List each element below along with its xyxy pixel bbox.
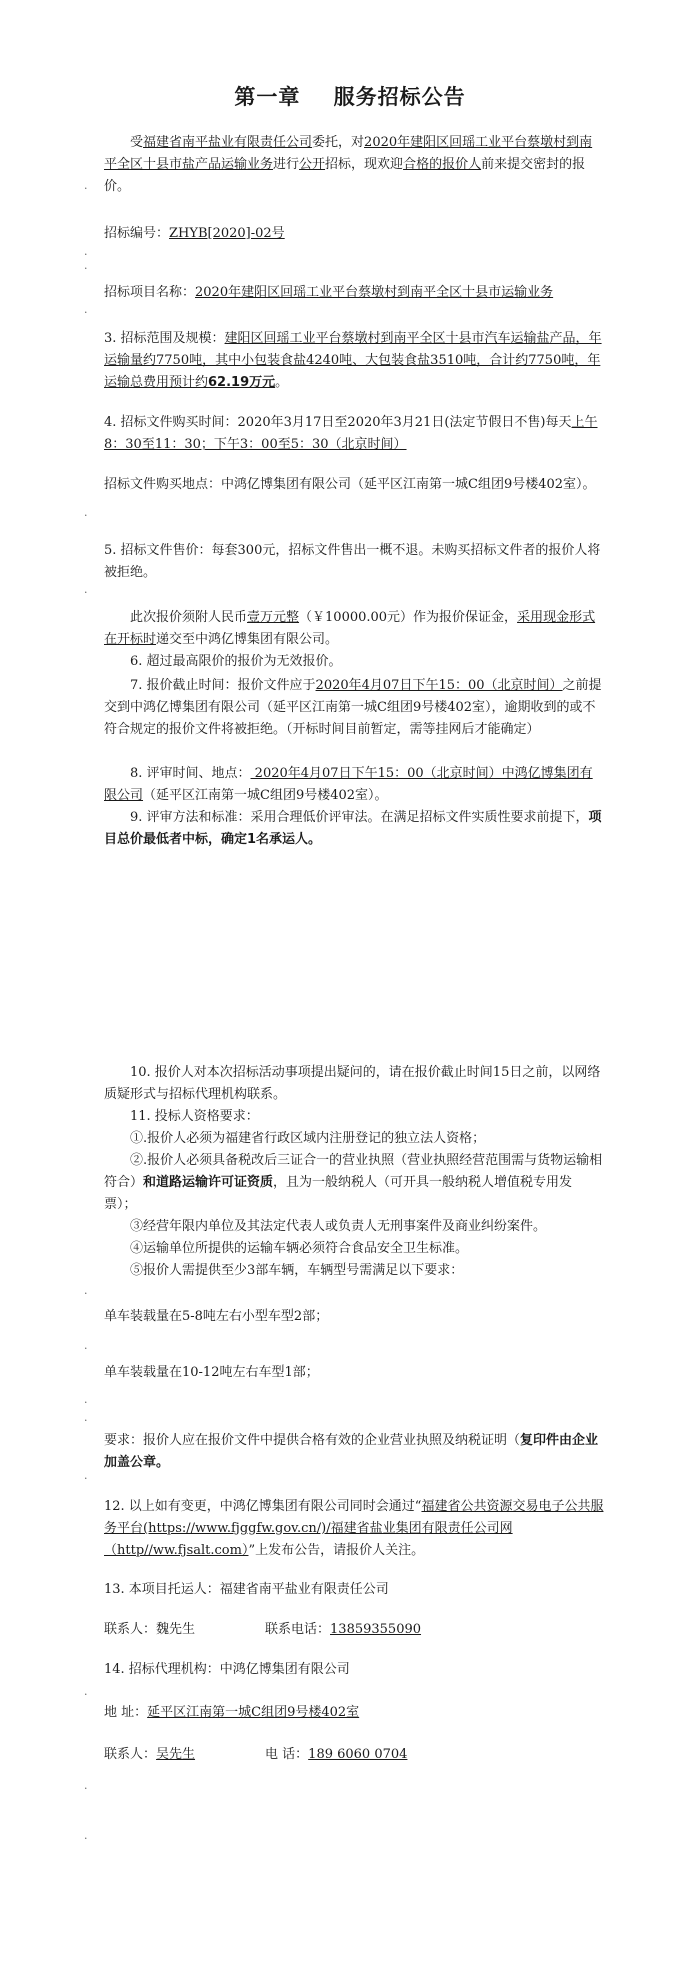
item-8-text: 8. 评审时间、地点： (130, 766, 251, 781)
margin-mark: · (84, 1342, 88, 1355)
requirement-4: ④运输单位所提供的运输车辆必须符合食品安全卫生标准。 (130, 1241, 469, 1256)
tender-method: 公开 (299, 157, 326, 172)
margin-mark: · (84, 182, 88, 195)
item-4-purchase-time (104, 412, 604, 456)
client-name: 福建省南平盐业有限责任公司 (143, 135, 313, 150)
qualified-bidder: 合格的报价人 (403, 157, 482, 172)
deadline-time: 2020年4月07日下午15：00（北京时间） (315, 678, 563, 693)
shipper-contact (104, 1619, 604, 1641)
requirement-3: ③经营年限内单位及其法定代表人或负责人无刑事案件及商业纠纷案件。 (130, 1219, 547, 1234)
deposit-amount: 壹万元整 (247, 610, 300, 625)
item-3-end: 。 (275, 375, 289, 390)
margin-mark: · (84, 306, 88, 319)
deposit-text: （￥10000.00元）作为报价保证金， (299, 610, 518, 625)
margin-mark: · (84, 1396, 88, 1409)
margin-mark: · (84, 1472, 88, 1485)
item-12-notice (104, 1496, 604, 1562)
margin-mark: · (84, 1832, 88, 1845)
item-3-label: 3. 招标范围及规模： (104, 331, 225, 346)
margin-mark: · (84, 509, 88, 522)
license-text: 要求：报价人应在报价文件中提供合格有效的企业营业执照及纳税证明（ (104, 1433, 521, 1448)
agency-contact (104, 1744, 604, 1766)
shipper-contact-name: 联系人：魏先生 (104, 1622, 196, 1637)
item-7-deadline (104, 675, 604, 741)
item-3-scope (104, 328, 604, 394)
item-11-title: 11. 投标人资格要求： (130, 1109, 259, 1124)
deposit-paragraph (104, 607, 604, 651)
item-3-scope-text: 建阳区回瑶工业平台蔡墩村到南平全区十县市汽车运输盐产品，年运输量约7750吨，其中小包装食盐4240吨、大包装食盐3510吨，合计约7750吨，年运输总费用预计约 (104, 331, 602, 390)
margin-mark: · (84, 262, 88, 275)
intro-text: 受 (130, 135, 144, 150)
item-14-agency: 14. 招标代理机构：中鸿亿博集团有限公司 (104, 1662, 350, 1677)
item-12-text: ”上发布公告，请报价人关注。 (248, 1543, 425, 1558)
item-10: 10. 报价人对本次招标活动事项提出疑问的，请在报价截止时间15日之前，以网络质疑形式与招标代理机构联系。 (104, 1065, 601, 1102)
purchase-place: 招标文件购买地点：中鸿亿博集团有限公司（延平区江南第一城C组团9号楼402室）。 (104, 477, 596, 492)
agency-contact-label: 联系人： (104, 1747, 157, 1762)
agency-contact-name: 吴先生 (156, 1747, 196, 1762)
publication-sites: 福建省公共资源交易电子公共服务平台(https://www.fjggfw.gov.cn/)/福建省盐业集团有限责任公司网（http//ww.fjsalt.com） (104, 1499, 604, 1558)
shipper-phone-label: 联系电话： (265, 1622, 331, 1637)
item-5-price: 5. 招标文件售价：每套300元，招标文件售出一概不退。未购买招标文件者的报价人将被拒绝。 (104, 543, 601, 580)
item-7-text: 之前提交到中鸿亿博集团有限公司（延平区江南第一城C组团9号楼402室），逾期收到的或不符合规定的报价文件将被拒绝。（开标时间目前暂定，需等挂网后才能确定） (104, 678, 602, 737)
requirement-5: ⑤报价人需提供至少3部车辆，车辆型号需满足以下要求： (130, 1263, 464, 1278)
item-7-text: 7. 报价截止时间：报价文件应于 (130, 678, 316, 693)
bid-number-value: ZHYB[2020]-02号 (169, 226, 285, 241)
shipper-phone: 13859355090 (330, 1622, 422, 1637)
intro-text: 进行 (273, 157, 300, 172)
margin-mark: · (84, 248, 88, 261)
item-13-shipper: 13. 本项目托运人：福建省南平盐业有限责任公司 (104, 1582, 389, 1597)
deposit-text: 此次报价须附人民币 (130, 610, 248, 625)
license-requirement (104, 1430, 604, 1474)
requirement-1: ①.报价人必须为福建省行政区域内注册登记的独立法人资格； (130, 1131, 486, 1146)
project-name-value: 2020年建阳区回瑶工业平台蔡墩村到南平全区十县市运输业务 (195, 285, 554, 300)
address-value: 延平区江南第一城C组团9号楼402室 (147, 1705, 360, 1720)
project-name (104, 282, 604, 304)
bid-number (104, 223, 604, 245)
project-name-inline: 2020年建阳区回瑶工业平台蔡墩村到南平全区十县市盐产品运输业务 (104, 135, 593, 172)
requirement-2 (104, 1150, 604, 1216)
project-name-label: 招标项目名称： (104, 285, 196, 300)
margin-mark: · (84, 586, 88, 599)
intro-paragraph (104, 132, 604, 198)
review-time-place: 2020年4月07日下午15：00（北京时间）中鸿亿博集团有限公司 (104, 766, 593, 803)
margin-mark: · (84, 1688, 88, 1701)
address-label: 地 址： (104, 1705, 148, 1720)
deposit-text: 递交至中鸿亿博集团有限公司。 (156, 632, 339, 647)
requirement-2-bold: 和道路运输许可证资质 (143, 1175, 274, 1190)
truck-requirement-2: 单车装载量在10-12吨左右车型1部； (104, 1365, 319, 1380)
intro-text: 招标，现欢迎 (325, 157, 404, 172)
truck-requirement-1: 单车装载量在5-8吨左右小型车型2部； (104, 1309, 329, 1324)
margin-mark: · (84, 1414, 88, 1427)
item-9-bold: 项目总价最低者中标，确定1名承运人。 (104, 810, 602, 847)
agency-phone-label: 电 话： (265, 1747, 309, 1762)
item-8-text: （延平区江南第一城C组团9号楼402室）。 (143, 788, 388, 803)
margin-mark: · (84, 1287, 88, 1300)
item-4-hours: 上午8：30至11：30；下午3：00至5：30（北京时间） (104, 415, 598, 452)
requirement-2-text: ，且为一般纳税人（可开具一般纳税人增值税专用发票）； (104, 1175, 573, 1212)
agency-address (104, 1702, 604, 1724)
item-4-text: 4. 招标文件购买时间：2020年3月17日至2020年3月21日(法定节假日不售)每天 (104, 415, 572, 430)
bid-number-label: 招标编号： (104, 226, 170, 241)
intro-text: 前来提交密封的报价。 (104, 157, 586, 194)
item-6: 6. 超过最高限价的报价为无效报价。 (130, 654, 342, 669)
requirement-2-text: ②.报价人必须具备税改后三证合一的营业执照（营业执照经营范围需与货物运输相符合） (104, 1153, 603, 1190)
agency-phone: 189 6060 0704 (308, 1747, 408, 1762)
margin-mark: · (84, 1782, 88, 1795)
page-title: 第一章 服务招标公告 (234, 85, 466, 109)
item-9-text: 9. 评审方法和标准：采用合理低价评审法。在满足招标文件实质性要求前提下， (130, 810, 589, 825)
total-cost: 62.19万元 (208, 375, 276, 390)
item-8-review (104, 763, 604, 807)
license-bold: 复印件由企业加盖公章。 (104, 1433, 599, 1470)
item-9-method (104, 807, 604, 851)
intro-text: 委托，对 (312, 135, 365, 150)
item-12-text: 12. 以上如有变更，中鸿亿博集团有限公司同时会通过“ (104, 1499, 422, 1514)
deposit-form: 采用现金形式在开标时 (104, 610, 596, 647)
